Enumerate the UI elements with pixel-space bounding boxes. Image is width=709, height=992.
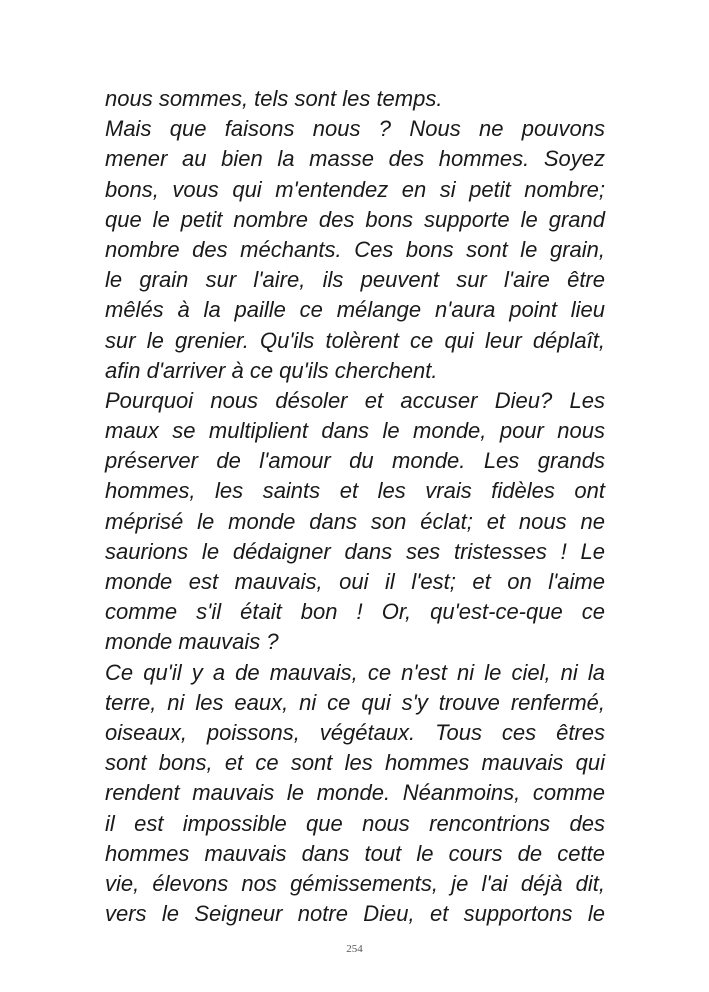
text-line: Pourquoi nous désoler et accuser Dieu? Les (105, 387, 605, 413)
text-line: monde est mauvais, oui il l'est; et on l'aime (105, 569, 605, 594)
text-line: nous sommes, tels sont les temps. (105, 86, 443, 111)
page-number: 254 (346, 943, 363, 955)
text-line: hommes mauvais dans tout le cours de cette (105, 840, 605, 866)
text-line: comme s'il était bon ! Or, qu'est-ce-que ce (105, 599, 605, 625)
text-line: afin d'arriver à ce qu'ils cherchent. (105, 357, 438, 383)
text-line: saurions le dédaigner dans ses tristesses ! Le (105, 538, 605, 564)
text-line: sont bons, et ce sont les hommes mauvais qui (105, 750, 605, 776)
text-line: mêlés à la paille ce mélange n'aura point lieu (105, 297, 605, 323)
text-line: le grain sur l'aire, ils peuvent sur l'aire être (105, 267, 605, 293)
text-line: il est impossible que nous rencontrions des (105, 810, 605, 836)
text-line: maux se multiplient dans le monde, pour nous (105, 418, 605, 444)
text-line: que le petit nombre des bons supporte le grand (105, 206, 605, 232)
text-line: bons, vous qui m'entendez en si petit nombre; (105, 176, 605, 202)
text-line: vers le Seigneur notre Dieu, et supportons le (105, 901, 605, 927)
text-line: hommes, les saints et les vrais fidèles ont (105, 478, 605, 504)
text-line: terre, ni les eaux, ni ce qui s'y trouve renfermé, (105, 689, 605, 715)
text-line: mener au bien la masse des hommes. Soyez (105, 146, 605, 172)
text-line: monde mauvais ? (105, 629, 279, 655)
text-line: Mais que faisons nous ? Nous ne pouvons (105, 116, 605, 142)
text-line: sur le grenier. Qu'ils tolèrent ce qui leur déplaît, (105, 327, 605, 353)
text-line: Ce qu'il y a de mauvais, ce n'est ni le ciel, ni la (105, 659, 605, 685)
text-line: oiseaux, poissons, végétaux. Tous ces êtres (105, 719, 605, 745)
text-line: préserver de l'amour du monde. Les grands (105, 448, 605, 474)
text-line: nombre des méchants. Ces bons sont le grain, (105, 236, 605, 262)
text-line: vie, élevons nos gémissements, je l'ai déjà dit, (105, 870, 605, 896)
text-line: rendent mauvais le monde. Néanmoins, comme (105, 780, 605, 806)
body-text (105, 84, 605, 929)
text-line: méprisé le monde dans son éclat; et nous ne (105, 508, 605, 534)
